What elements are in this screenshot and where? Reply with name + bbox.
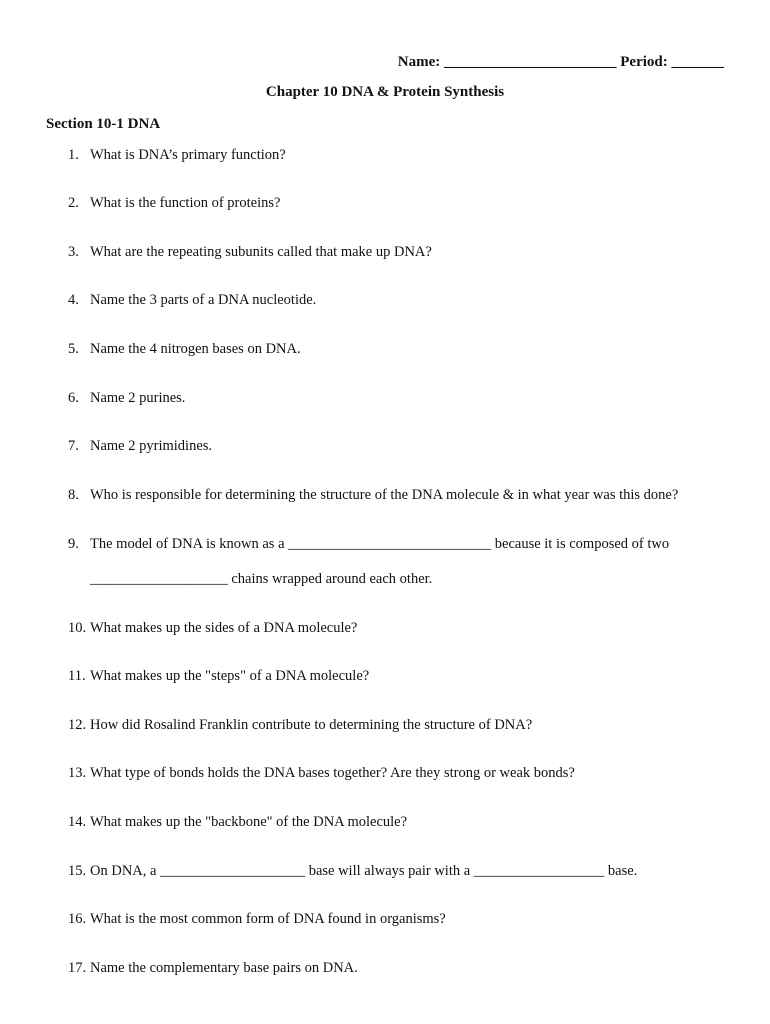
- question-text: What makes up the "backbone" of the DNA molecule?: [90, 814, 408, 830]
- question-text: What type of bonds holds the DNA bases together? Are they strong or weak bonds?: [90, 765, 575, 781]
- question-number: 12.: [68, 717, 87, 733]
- question-item: [68, 390, 185, 407]
- question-text: What is the function of proteins?: [90, 195, 281, 211]
- name-period-line: Name: _______________________ Period: _______: [397, 54, 724, 70]
- question-number: 2.: [68, 195, 79, 211]
- question-text: How did Rosalind Franklin contribute to determining the structure of DNA?: [90, 717, 533, 733]
- question-text: What are the repeating subunits called that make up DNA?: [90, 244, 432, 260]
- question-number: 10.: [68, 620, 87, 636]
- question-item: [68, 960, 358, 977]
- question-item: [68, 341, 301, 358]
- question-number: 17.: [68, 960, 87, 976]
- question-item: [68, 668, 369, 685]
- question-number: 6.: [68, 390, 79, 406]
- question-number: 11.: [68, 668, 86, 684]
- question-number: 15.: [68, 863, 87, 879]
- question-number: 3.: [68, 244, 79, 260]
- question-text: Who is responsible for determining the structure of the DNA molecule & in what year was this done?: [90, 487, 679, 503]
- question-item: [68, 147, 286, 164]
- question-number: 14.: [68, 814, 87, 830]
- question-item: [68, 195, 280, 212]
- question-continuation: ___________________ chains wrapped around each other.: [90, 571, 433, 587]
- question-item: [68, 765, 575, 782]
- question-item: [68, 814, 407, 831]
- question-number: 9.: [68, 536, 79, 552]
- question-text: What makes up the "steps" of a DNA molecule?: [90, 668, 370, 684]
- section-heading: Section 10-1 DNA: [46, 116, 161, 132]
- question-text: The model of DNA is known as a ____________________________ because it is composed of two: [90, 536, 670, 552]
- question-item: [68, 438, 212, 455]
- question-text: What is the most common form of DNA found in organisms?: [90, 911, 446, 927]
- question-text: What makes up the sides of a DNA molecule?: [90, 620, 358, 636]
- question-text: Name the 3 parts of a DNA nucleotide.: [90, 292, 317, 308]
- question-text: What is DNA’s primary function?: [90, 147, 286, 163]
- question-number: 16.: [68, 911, 87, 927]
- question-text: Name the complementary base pairs on DNA.: [90, 960, 358, 976]
- question-number: 5.: [68, 341, 79, 357]
- question-number: 1.: [68, 147, 79, 163]
- question-item: [68, 292, 316, 309]
- question-number: 4.: [68, 292, 79, 308]
- question-text: Name 2 pyrimidines.: [90, 438, 213, 454]
- question-item: [68, 536, 669, 553]
- question-number: 8.: [68, 487, 79, 503]
- question-item: [68, 717, 532, 734]
- question-item: [68, 244, 432, 261]
- question-text: Name 2 purines.: [90, 390, 186, 406]
- question-text: On DNA, a ____________________ base will always pair with a __________________ base.: [90, 863, 638, 879]
- page-title: Chapter 10 DNA & Protein Synthesis: [265, 84, 505, 100]
- question-item: [68, 620, 357, 637]
- question-number: 7.: [68, 438, 79, 454]
- question-item: [68, 487, 678, 504]
- question-item: [68, 863, 637, 880]
- question-text: Name the 4 nitrogen bases on DNA.: [90, 341, 301, 357]
- question-number: 13.: [68, 765, 87, 781]
- question-item: [68, 911, 446, 928]
